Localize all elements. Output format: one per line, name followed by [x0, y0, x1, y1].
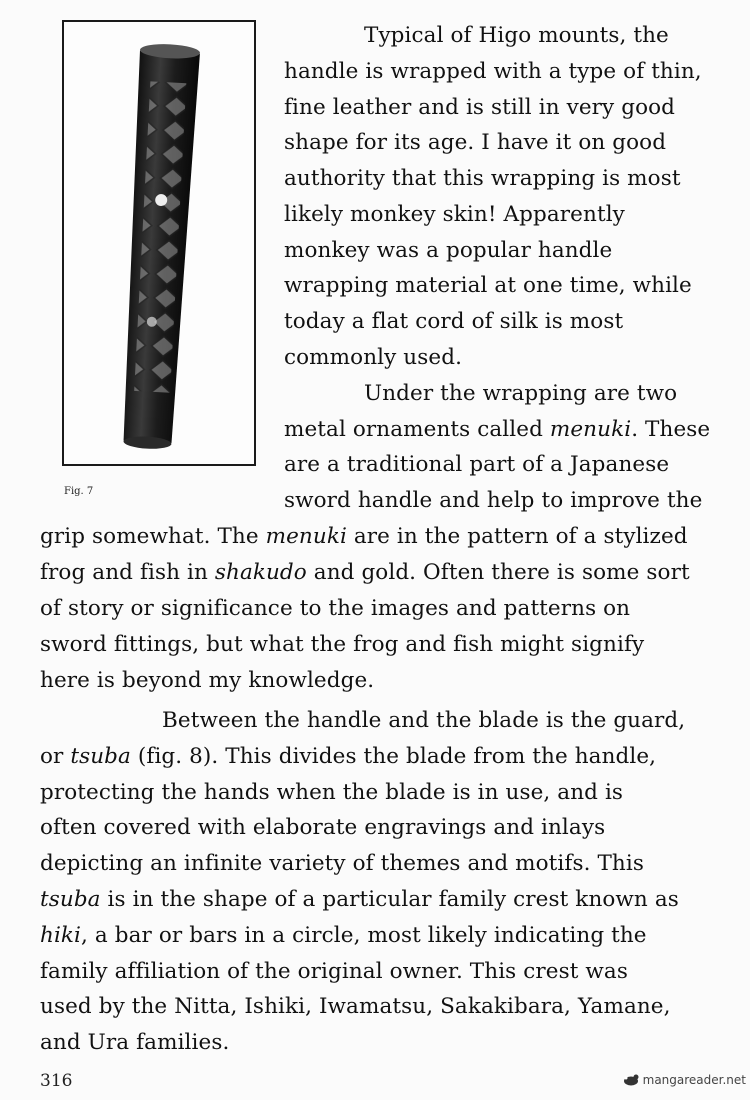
- watermark: [622, 1073, 746, 1087]
- text-line: wrapping material at one time, while: [284, 273, 692, 298]
- text-line: handle is wrapped with a type of thin,: [284, 59, 702, 84]
- mangareader-logo-icon: [622, 1073, 640, 1087]
- text-line: sword fittings, but what the frog and fish might signify: [40, 632, 645, 657]
- text-line: family affiliation of the original owner. This crest was: [40, 959, 628, 984]
- watermark-text: mangareader.net: [642, 1073, 746, 1087]
- text-line: hiki, a bar or bars in a circle, most likely indicating the: [40, 923, 647, 948]
- text-line: and Ura families.: [40, 1030, 230, 1055]
- text-line: likely monkey skin! Apparently: [284, 202, 625, 227]
- text-line: today a flat cord of silk is most: [284, 309, 624, 334]
- text-line: Typical of Higo mounts, the: [364, 23, 669, 48]
- text-line: protecting the hands when the blade is in use, and is: [40, 780, 624, 805]
- page-number: 316: [40, 1071, 73, 1091]
- text-line: of story or significance to the images and patterns on: [40, 596, 631, 621]
- text-line: often covered with elaborate engravings and inlays: [40, 815, 606, 840]
- text-line: metal ornaments called menuki. These: [284, 417, 711, 442]
- text-line: grip somewhat. The menuki are in the pattern of a stylized: [40, 524, 688, 549]
- text-line: or tsuba (fig. 8). This divides the blade from the handle,: [40, 744, 657, 769]
- text-line: frog and fish in shakudo and gold. Often there is some sort: [40, 560, 690, 585]
- text-line: depicting an infinite variety of themes and motifs. This: [40, 851, 644, 876]
- text-line: are a traditional part of a Japanese: [284, 452, 670, 477]
- text-line: shape for its age. I have it on good: [284, 130, 667, 155]
- text-line: sword handle and help to improve the: [284, 488, 703, 513]
- figure-caption: Fig. 7: [64, 486, 94, 497]
- text-line: fine leather and is still in very good: [284, 95, 676, 120]
- text-line: commonly used.: [284, 345, 463, 370]
- sword-handle-illustration: [64, 22, 254, 464]
- text-line: monkey was a popular handle: [284, 238, 613, 263]
- text-line: Between the handle and the blade is the guard,: [162, 708, 686, 733]
- figure-7-photo: [62, 20, 256, 466]
- text-line: authority that this wrapping is most: [284, 166, 681, 191]
- text-line: used by the Nitta, Ishiki, Iwamatsu, Sakakibara, Yamane,: [40, 994, 671, 1019]
- text-line: Under the wrapping are two: [364, 381, 678, 406]
- text-line: here is beyond my knowledge.: [40, 668, 375, 693]
- text-line: tsuba is in the shape of a particular family crest known as: [40, 887, 679, 912]
